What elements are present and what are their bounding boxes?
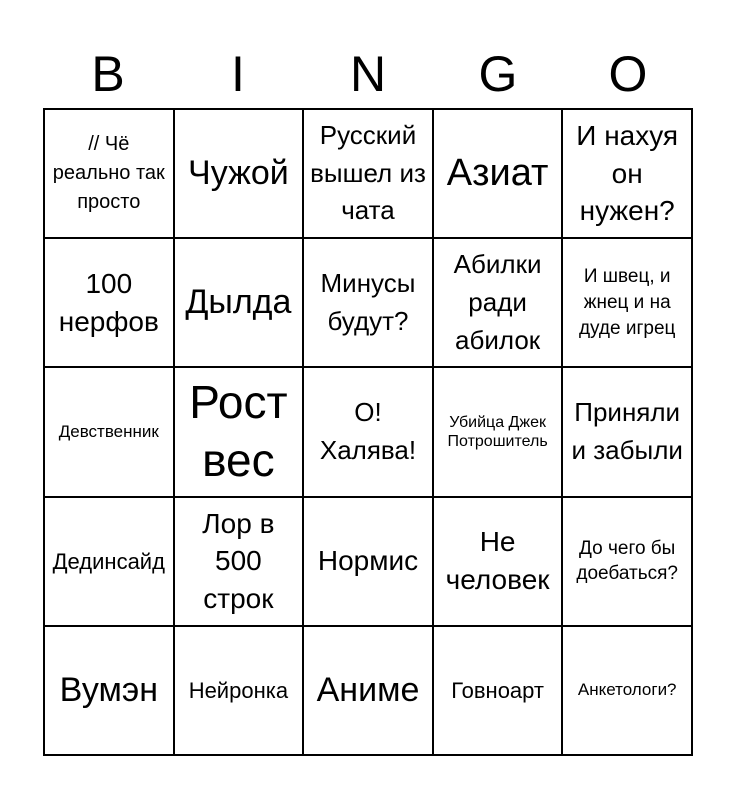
cell-text: Лор в 500 строк bbox=[202, 507, 275, 615]
bingo-header bbox=[43, 40, 693, 108]
cell-text: Нормис bbox=[317, 545, 419, 577]
cell-text: Дединсайд bbox=[52, 548, 165, 574]
header-letter-g: G bbox=[478, 46, 518, 102]
cell-text: 100 нерфов bbox=[58, 267, 159, 337]
bingo-cell-r5c4[interactable] bbox=[433, 626, 563, 755]
cell-text: Анкетологи? bbox=[577, 680, 677, 700]
cell-text: Дылда bbox=[185, 283, 292, 322]
header-letter-o: O bbox=[608, 46, 648, 102]
cell-text: Русский вышел из чата bbox=[310, 120, 426, 226]
cell-text: Приняли и забыли bbox=[571, 397, 683, 465]
bingo-cell-r2c2[interactable] bbox=[174, 238, 304, 367]
bingo-cell-r5c5[interactable] bbox=[562, 626, 692, 755]
bingo-cell-r3c4[interactable] bbox=[433, 367, 563, 496]
bingo-cell-r1c1[interactable] bbox=[44, 109, 174, 238]
bingo-cell-r1c4[interactable] bbox=[433, 109, 563, 238]
bingo-cell-r2c5[interactable] bbox=[562, 238, 692, 367]
bingo-cell-r3c1[interactable] bbox=[44, 367, 174, 496]
bingo-cell-r4c1[interactable] bbox=[44, 497, 174, 626]
header-letter-b: B bbox=[91, 46, 125, 102]
bingo-cell-r2c3[interactable] bbox=[303, 238, 433, 367]
cell-text: Говноарт bbox=[451, 677, 544, 703]
cell-text: О! Халява! bbox=[319, 397, 417, 465]
cell-text: Абилки ради абилок bbox=[453, 249, 542, 355]
bingo-cell-r5c1[interactable] bbox=[44, 626, 174, 755]
header-letter-n: N bbox=[349, 46, 387, 102]
cell-text: Вумэн bbox=[59, 670, 158, 709]
bingo-cell-r2c1[interactable] bbox=[44, 238, 174, 367]
bingo-cell-r5c2[interactable] bbox=[174, 626, 304, 755]
cell-text: Убийца Джек Потрошитель bbox=[447, 413, 548, 450]
bingo-cell-r4c2[interactable] bbox=[174, 497, 304, 626]
bingo-cell-r1c2[interactable] bbox=[174, 109, 304, 238]
bingo-cell-r3c5[interactable] bbox=[562, 367, 692, 496]
bingo-cell-r3c2[interactable] bbox=[174, 367, 304, 496]
cell-text: И нахуя он нужен? bbox=[576, 119, 679, 227]
cell-text: Азиат bbox=[446, 151, 549, 194]
bingo-cell-r2c4[interactable] bbox=[433, 238, 563, 367]
cell-text: Девственник bbox=[58, 421, 159, 441]
bingo-cell-r3c3[interactable] bbox=[303, 367, 433, 496]
cell-text: До чего бы доебаться? bbox=[576, 537, 678, 585]
cell-text: Рост вес bbox=[189, 376, 288, 486]
bingo-cell-r4c5[interactable] bbox=[562, 497, 692, 626]
cell-text: И швец, и жнец и на дуде игрец bbox=[578, 266, 676, 339]
header-letter-i: I bbox=[231, 46, 245, 102]
bingo-cell-r4c3[interactable] bbox=[303, 497, 433, 626]
bingo-cell-r1c3[interactable] bbox=[303, 109, 433, 238]
cell-text: Минусы будут? bbox=[320, 268, 416, 336]
bingo-grid bbox=[43, 108, 693, 756]
bingo-cell-r1c5[interactable] bbox=[562, 109, 692, 238]
cell-text: Нейронка bbox=[188, 677, 289, 703]
bingo-cell-r4c4[interactable] bbox=[433, 497, 563, 626]
cell-text: Не человек bbox=[445, 526, 550, 596]
cell-text: Чужой bbox=[188, 154, 289, 193]
cell-text: // Чё реально так просто bbox=[52, 133, 165, 214]
bingo-cell-r5c3[interactable] bbox=[303, 626, 433, 755]
cell-text: Аниме bbox=[316, 670, 420, 709]
